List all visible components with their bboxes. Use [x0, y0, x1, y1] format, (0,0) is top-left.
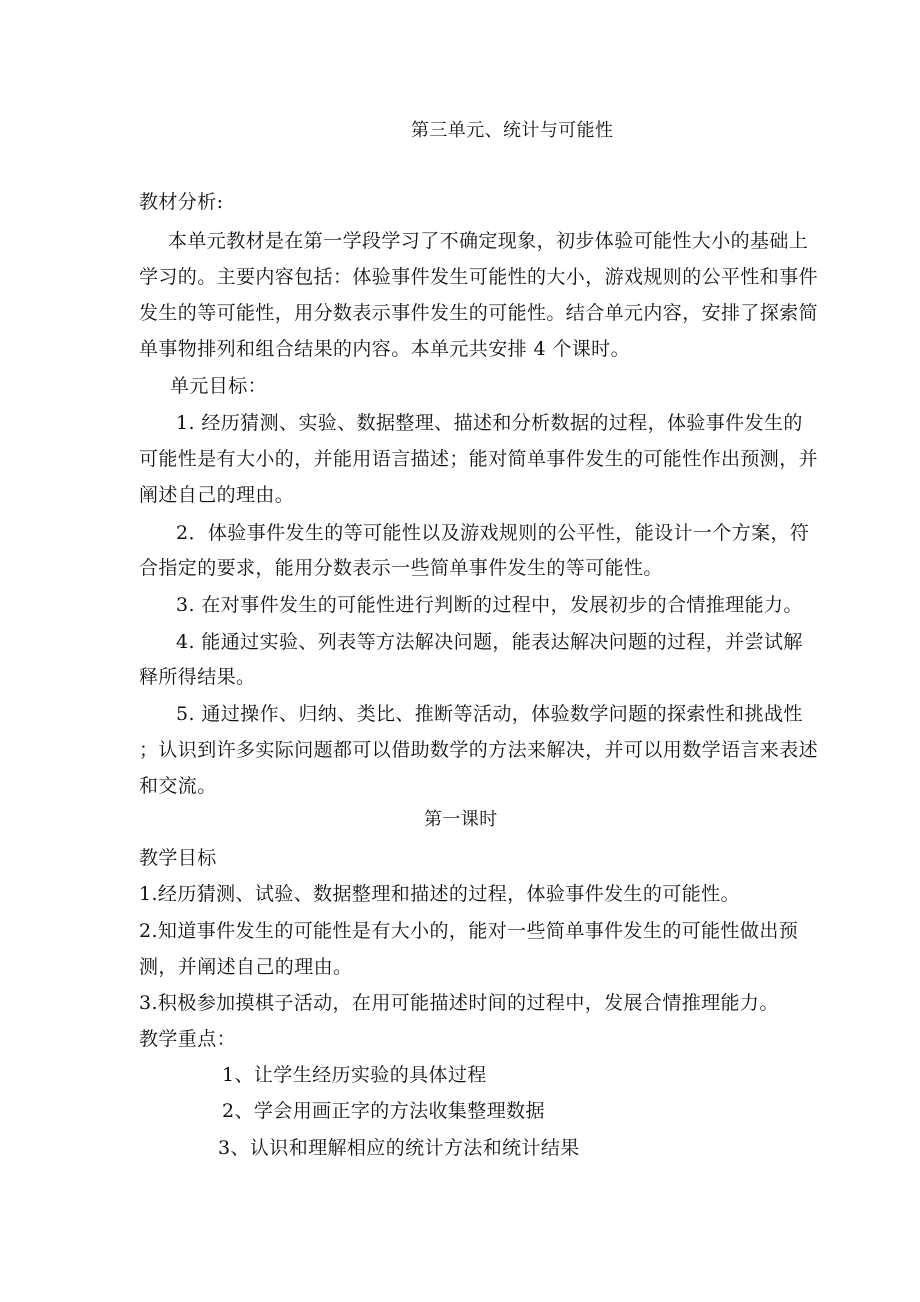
teaching-goal-line: 1.经历猜测、试验、数据整理和描述的过程，体验事件发生的可能性。 — [139, 883, 740, 905]
key-point-item: 1、让学生经历实验的具体过程 — [222, 1064, 487, 1086]
goal-line: 3. 在对事件发生的可能性进行判断的过程中，发展初步的合情推理能力。 — [176, 594, 803, 616]
goal-line: ；认识到许多实际问题都可以借助数学的方法来解决，并可以用数学语言来表述 — [139, 739, 819, 761]
goal-line: 4. 能通过实验、列表等方法解决问题，能表达解决问题的过程，并尝试解 — [176, 631, 803, 653]
goals-heading: 单元目标： — [170, 375, 268, 397]
teaching-goal-line: 测，并阐述自己的理由。 — [139, 956, 353, 978]
goal-line: 释所得结果。 — [139, 666, 256, 688]
goal-line: 2．体验事件发生的等可能性以及游戏规则的公平性，能设计一个方案，符 — [176, 522, 810, 544]
key-point-item: 2、学会用画正字的方法收集整理数据 — [222, 1100, 545, 1122]
key-point-item: 3、认识和理解相应的统计方法和统计结果 — [218, 1137, 580, 1159]
lesson-heading: 第一课时 — [424, 809, 498, 830]
key-points-heading: 教学重点： — [139, 1028, 237, 1050]
teaching-goal-line: 2.知道事件发生的可能性是有大小的，能对一些简单事件发生的可能性做出预 — [139, 920, 799, 942]
goal-line: 1. 经历猜测、实验、数据整理、描述和分析数据的过程，体验事件发生的 — [176, 412, 803, 434]
page-title: 第三单元、统计与可能性 — [411, 120, 614, 141]
teaching-goal-line: 3.积极参加摸棋子活动，在用可能描述时间的过程中，发展合情推理能力。 — [139, 992, 779, 1014]
goal-line: 可能性是有大小的，并能用语言描述；能对简单事件发生的可能性作出预测，并 — [139, 448, 819, 470]
analysis-line: 本单元教材是在第一学段学习了不确定现象，初步体验可能性大小的基础上 — [168, 230, 809, 252]
goal-line: 5. 通过操作、归纳、类比、推断等活动，体验数学问题的探索性和挑战性 — [176, 703, 803, 725]
goal-line: 阐述自己的理由。 — [139, 484, 295, 506]
analysis-line: 发生的等可能性，用分数表示事件发生的可能性。结合单元内容，安排了探索简 — [139, 302, 819, 324]
analysis-line: 学习的。主要内容包括：体验事件发生可能性的大小，游戏规则的公平性和事件 — [139, 266, 819, 288]
teaching-goals-heading: 教学目标 — [139, 847, 217, 869]
analysis-line: 单事物排列和组合结果的内容。本单元共安排 4 个课时。 — [139, 338, 630, 360]
goal-line: 和交流。 — [139, 775, 217, 797]
analysis-heading: 教材分析: — [139, 191, 224, 213]
goal-line: 合指定的要求，能用分数表示一些简单事件发生的等可能性。 — [139, 557, 663, 579]
